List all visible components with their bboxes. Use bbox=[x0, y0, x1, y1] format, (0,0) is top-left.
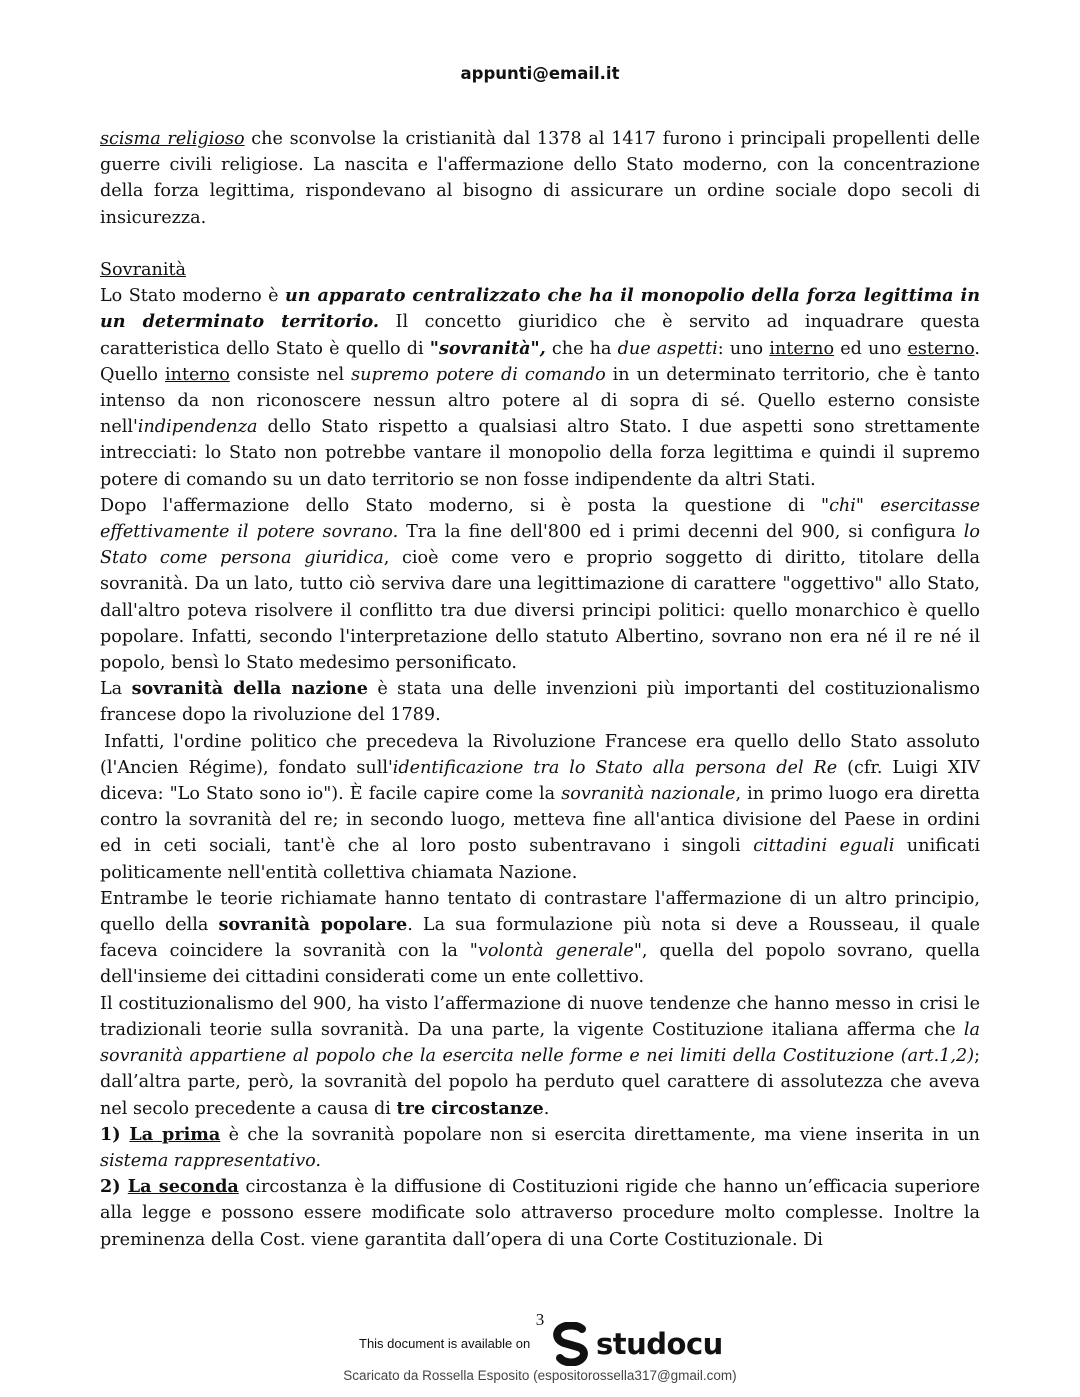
spacer bbox=[100, 231, 980, 257]
body-text: Entrambe le teorie richiamate hanno tentato di contrastare l'affermazione di un altro principio, quello della bbox=[100, 888, 980, 936]
body-text: unificati politicamente nell'entità collettiva chiamata Nazione. bbox=[100, 836, 980, 883]
availability-note: This document is available on bbox=[359, 1336, 531, 1351]
body-text: : uno bbox=[717, 338, 770, 359]
list-item-second bbox=[100, 1174, 980, 1253]
body-text: Il costituzionalismo del 900, ha visto l’affermazione di nuove tendenze che hanno messo in crisi le tradizionali teorie sulla sovranità. Da una parte, la vigente Costituzione italiana afferma che bbox=[100, 993, 980, 1040]
emphasis-text: esterno bbox=[907, 338, 975, 359]
body-text: circostanza è la diffusione di Costituzioni rigide che hanno un’efficacia superiore alla legge e possono essere modificate solo attraverso procedure molto complesse. Inoltre la preminenza della Cost. viene garantita dall’opera di una Corte Costituzionale. Di bbox=[100, 1177, 980, 1250]
body-text: in un determinato territorio, che è tanto intenso da non riconoscere nessun altro potere al di sopra di sé. Quello esterno consiste nell' bbox=[100, 364, 980, 438]
studocu-logo-text: studocu bbox=[596, 1327, 723, 1361]
emphasis-text: "chi" esercitasse effettivamente il potere sovrano. bbox=[100, 495, 980, 543]
emphasis-text: volontà generale bbox=[477, 941, 634, 962]
paragraph-legal-person bbox=[100, 493, 980, 676]
list-item-first bbox=[100, 1122, 980, 1174]
emphasis-text: un apparato centralizzato che ha il monopolio della forza legittima in un determinato territorio. bbox=[100, 285, 980, 333]
emphasis-text: sistema rappresentativo. bbox=[100, 1150, 322, 1171]
emphasis-text: La prima bbox=[129, 1123, 221, 1145]
page-number: 3 bbox=[535, 1310, 545, 1329]
emphasis-text: interno bbox=[769, 338, 835, 359]
emphasis-text: identificazione tra lo Stato alla persona del Re bbox=[392, 757, 838, 778]
emphasis-text: la sovranità appartiene al popolo che la esercita nelle forme e nei limiti della Costituzione (art.1,2) bbox=[100, 1019, 980, 1067]
emphasis-text: "sovranità", bbox=[429, 337, 546, 359]
download-footer: Scaricato da Rossella Esposito (espositorossella317@gmail.com) bbox=[343, 1368, 737, 1383]
header-email: appunti@email.it bbox=[460, 64, 620, 83]
studocu-logo[interactable] bbox=[552, 1322, 723, 1366]
emphasis-text: interno bbox=[165, 364, 230, 385]
list-marker: 2) bbox=[100, 1176, 128, 1198]
emphasis-text: indipendenza bbox=[137, 417, 258, 438]
list-marker: 1) bbox=[100, 1123, 130, 1145]
body-text: ", quella del popolo sovrano, quella dell'insieme dei cittadini considerati come un ente collettivo. bbox=[100, 941, 980, 988]
body-text: Lo Stato moderno è bbox=[100, 286, 285, 307]
body-text: La bbox=[100, 679, 132, 700]
body-text: . La sua formulazione più nota si deve a Rousseau, il quale faceva coincidere la sovranità con la " bbox=[100, 915, 980, 962]
paragraph-nation-sovereignty bbox=[100, 676, 980, 728]
body-text: . bbox=[543, 1098, 550, 1119]
section-heading: Sovranità bbox=[100, 260, 187, 280]
emphasis-text: lo Stato come persona giuridica bbox=[100, 522, 980, 569]
body-text: , cioè come vero e proprio soggetto di diritto, titolare della sovranità. Da un lato, tutto ciò serviva dare una legittimazione di carattere "oggettivo" allo Stato, dall'altro poteva risolvere il conflitto tra due diversi principi politici: quello monarchico è quello popolare. Infatti, secondo l'interpretazione dello statuto Albertino, sovrano non era né il re né il popolo, bensì lo Stato medesimo personificato. bbox=[100, 548, 980, 674]
body-text: Il concetto giuridico che è servito ad inquadrare questa caratteristica dello Stato è quello di bbox=[100, 312, 980, 359]
body-text: . Quello bbox=[100, 338, 981, 385]
body-text: che sconvolse la cristianità dal 1378 al 1417 furono i principali propellenti delle guerre civili religiose. La nascita e l'affermazione dello Stato moderno, con la concentrazione della forza legittima, rispondevano al bisogno di assicurare un ordine sociale dopo secoli di insicurezza. bbox=[100, 129, 980, 228]
body-text: è stata una delle invenzioni più importanti del costituzionalismo francese dopo la rivoluzione del 1789. bbox=[100, 679, 981, 726]
emphasis-text: sovranità nazionale bbox=[561, 784, 736, 805]
document-body bbox=[100, 126, 980, 1253]
body-text: , in primo luogo era diretta contro la sovranità del re; in secondo luogo, metteva fine all'antica divisione del Paese in ordini ed in ceti sociali, tant'è che al loro posto subentravano i singoli bbox=[100, 784, 980, 857]
paragraph-ancien-regime bbox=[100, 729, 980, 886]
paragraph-schism bbox=[100, 126, 980, 231]
studocu-logo-icon bbox=[552, 1322, 592, 1366]
paragraph-constitutionalism bbox=[100, 991, 980, 1122]
paragraph-popular-sovereignty bbox=[100, 886, 980, 991]
emphasis-text: cittadini eguali bbox=[753, 836, 895, 857]
body-text: Dopo l'affermazione dello Stato moderno, si è posta la questione di bbox=[100, 495, 821, 516]
body-text: ed uno bbox=[834, 338, 908, 359]
body-text: che ha bbox=[545, 338, 618, 359]
body-text: consiste nel bbox=[229, 364, 352, 385]
emphasis-text: tre circostanze bbox=[396, 1097, 544, 1119]
body-text: dello Stato rispetto a qualsiasi altro Stato. I due aspetti sono strettamente intrecciati: lo Stato non potrebbe vantare il monopolio della forza legittima e quindi il supremo potere di comando su un dato territorio se non fosse indipendente da altri Stati. bbox=[100, 417, 980, 490]
emphasis-text: scisma religioso bbox=[100, 129, 245, 149]
body-text: ; dall’altra parte, però, la sovranità del popolo ha perduto quel carattere di assolutezza che aveva nel secolo precedente a causa di bbox=[100, 1046, 980, 1119]
emphasis-text: due aspetti bbox=[617, 338, 718, 359]
body-text: (cfr. Luigi XIV diceva: "Lo Stato sono io"). È facile capire come la bbox=[100, 757, 980, 805]
emphasis-text: La seconda bbox=[127, 1176, 239, 1198]
emphasis-text: sovranità popolare bbox=[218, 914, 408, 936]
paragraph-modern-state bbox=[100, 283, 980, 493]
emphasis-text: sovranità della nazione bbox=[131, 678, 368, 700]
body-text: Tra la fine dell'800 ed i primi decenni del 900, si configura bbox=[398, 522, 964, 543]
body-text: è che la sovranità popolare non si esercita direttamente, ma viene inserita in un bbox=[220, 1124, 980, 1145]
emphasis-text: supremo potere di comando bbox=[351, 364, 606, 385]
body-text: Infatti, l'ordine politico che precedeva la Rivoluzione Francese era quello dello Stato assoluto (l'Ancien Régime), fondato sull' bbox=[100, 731, 980, 778]
